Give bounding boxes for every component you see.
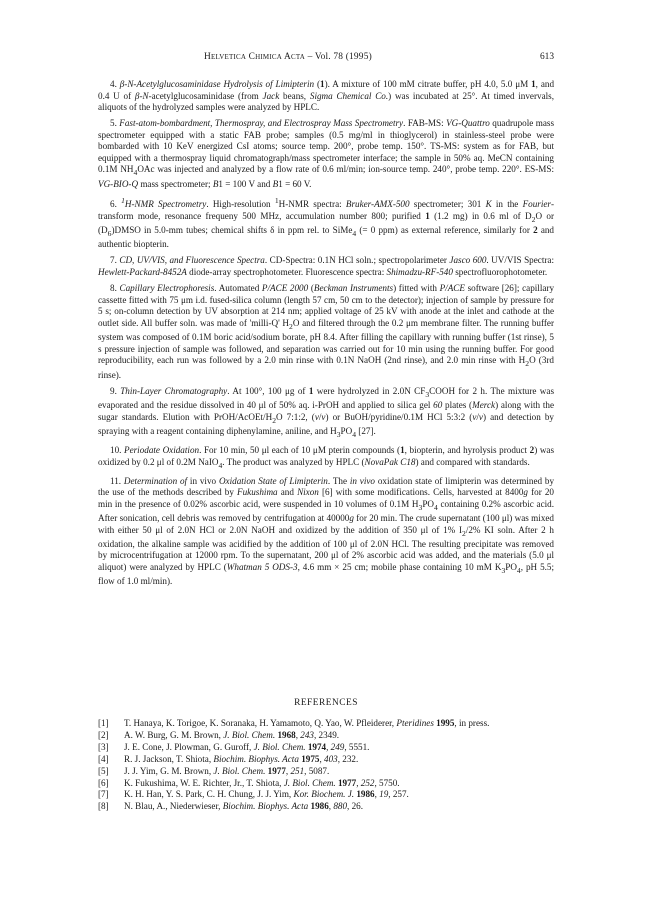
reference-text: R. J. Jackson, T. Shiota, Biochim. Biophys. Acta 1975, 403, 232. xyxy=(124,753,359,764)
references-title: REFERENCES xyxy=(294,698,358,708)
reference-text: N. Blau, A., Niederwieser, Biochim. Biophys. Acta 1986, 880, 26. xyxy=(124,801,363,812)
page-number: 613 xyxy=(539,52,554,62)
reference-number: [2] xyxy=(98,729,109,740)
reference-number: [1] xyxy=(98,718,109,728)
paragraph-p6: 6. $^1$H-NMR Spectrometry. High-resolution $^1$H-NMR spectra: Bruker-AMX-500 spectrometer; 301 K in the Fourier-transform mode, resonance frequeny 500 MHz, accumulation number 800; purified 1 (1.2 mg) in 0.6 ml of $D_2O$ or $(D_6)DMSO$ in 5.0-mm tubes; chemical shifts δ in ppm rel. to SiMe$_4$ (= 0 ppm) as external reference, similarly for 2 and authentic biopterin. xyxy=(98,195,555,250)
paragraph-p9: 9. Thin-Layer Chromatography. At 100°, 100 μg of 1 were hydrolyzed in 2.0N $CF_3COOH$ for 2 h. The mixture was evaporated and the residue dissolved in 40 μl of 50% aq. i-PrOH and applied to silica gel 60 plates (Merck) along with the sugar standards. Elution with PrOH/$AcOEt/H_2O$ 7:1:2, (v/v) or BuOH/pyridine/0.1M HCl 5:3:2 (v/v) and detection by spraying with a reagent containing diphenylamine, aniline, and $H_3PO_4$ [27]. xyxy=(98,385,555,439)
reference-item xyxy=(98,742,554,754)
reference-item xyxy=(98,754,554,766)
journal-name: Helvetica Chimica Acta xyxy=(204,52,306,62)
reference-item xyxy=(98,718,554,730)
references-list xyxy=(98,718,554,813)
reference-number: [5] xyxy=(98,765,109,776)
reference-text: A. W. Burg, G. M. Brown, J. Biol. Chem. 1968, 243, 2349. xyxy=(124,729,340,740)
paragraph-p11: 11. Determination of in vivo Oxidation State of Limipterin. The in vivo oxidation state of limipterin was determined by the use of the methods described by Fukushima and Nixon [6] with some modifications. Cells, harvested at 8400g for 20 min in the presence of 0.02% ascorbic acid, were suspended in 10 volumes of 0.1M $H_3PO_4$ containing 0.2% ascorbic acid. After sonication, cell debris was removed by centrifugation at 40000g for 20 min. The crude supernatant (100 μl) was mixed with either 50 μl of 2.0N HCl or 2.0N NaOH and oxidized by the addition of 350 μl of 1% $I_2/2\%$ KI soln. After 2 h oxidation, the alkaline sample was acidified by the addition of 100 μl of 2.0N HCl. The resulting precipitate was removed by microcentrifugation at 12000 rpm. To the supernatant, 200 μl of 2% ascorbic acid was added, and the materials (5.0 μl aliquot) were analyzed by HPLC (Whatman 5 ODS-3, 4.6 mm × 25 cm; mobile phase containing 10 mM $K_3PO_4$, pH 5.5; flow of 1.0 ml/min). xyxy=(98,475,555,587)
reference-text: K. H. Han, Y. S. Park, C. H. Chung, J. J. Yim, Kor. Biochem. J. 1986, 19, 257. xyxy=(124,789,409,800)
reference-number: [4] xyxy=(98,753,109,764)
reference-item xyxy=(98,789,554,801)
experimental-section xyxy=(98,79,554,593)
reference-number: [7] xyxy=(98,789,109,800)
paragraph-p7: 7. CD, UV/VIS, and Fluorescence Spectra. CD-Spectra: 0.1N HCl soln.; spectropolarimeter Jasco 600. UV/VIS Spectra: Hewlett-Packard-8452A diode-array spectrophotometer. Fluorescence spectra: Shimadzu-RF-540 spectrofluorophotometer. xyxy=(98,255,554,277)
reference-text: T. Hanaya, K. Torigoe, K. Soranaka, H. Yamamoto, Q. Yao, W. Pfleiderer, Pteridines 1995, in press. xyxy=(124,718,490,728)
journal-volume: – Vol. 78 (1995) xyxy=(305,52,372,62)
paragraph-p8: 8. Capillary Electrophoresis. Automated P/ACE 2000 (Beckman Instruments) fitted with P/ACE software [26]; capillary cassette fitted with 75 μm i.d. fused-silica column (length 57 cm, 50 cm to the detector); injection of sample by pressure for 5 s; on-column detection by UV absorption at 214 nm; applied voltage of 25 kV with anode at the inlet and cathode at the outlet side. All buffer soln. was made of 'milli-Q' $H_2O$ and filtered through the 0.2 μm membrane filter. The running buffer system was composed of 0.1M boric acid/sodium borate, pH 8.4. After filling the capillary with running buffer (1st rinse), 5 s pressure injection of sample was followed, and separation was carried out for 10 min using the running buffer. For good reproducibility, each run was followed by a 2.0 min rinse with 0.1N NaOH (2nd rinse), and 2.0 min rinse with $H_2O$ (3rd rinse). xyxy=(98,283,555,380)
reference-number: [6] xyxy=(98,777,109,788)
paragraph-p5: 5. Fast-atom-bombardment, Thermospray, and Electrospray Mass Spectrometry. FAB-MS: VG-Quattro quadrupole mass spectrometer equipped with a static FAB probe; samples (0.5 mg/ml in thioglycerol) in stainless-steel probe were bombarded with 10 KeV energized CsI atoms; source temp. 200°, probe temp. 150°. TS-MS: system as for FAB, but equipped with a thermospray liquid chromatograph/mass spectrometer interface; the sample in 50% aq. MeCN containing 0.1M $NH_4OAc$ was injected and analyzed by a flow rate of 0.6 ml/min; ion-source temp. 240°, probe temp. 220°. ES-MS: VG-BIO-Q mass spectrometer; B1 = 100 V and B1 = 60 V. xyxy=(98,118,554,189)
reference-text: K. Fukushima, W. E. Richter, Jr., T. Shiota, J. Biol. Chem. 1977, 252, 5750. xyxy=(124,777,400,788)
paragraph-p4: 4. β-N-Acetylglucosaminidase Hydrolysis of Limipterin (1). A mixture of 100 mM citrate buffer, pH 4.0, 5.0 μM 1, and 0.4 U of β-N-acetylglucosaminidase (from Jack beans, Sigma Chemical Co.) was incubated at 25°. At timed invervals, aliquots of the hydrolyzed samples were analyzed by HPLC. xyxy=(98,79,555,113)
paragraph-p10: 10. Periodate Oxidation. For 10 min, 50 μl each of 10 μM pterin compounds (1, biopterin, and hyrolysis product 2) was oxidized by 0.2 μl of 0.2M NaIO$_4$. The product was analyzed by HPLC (NovaPak C18) and compared with standards. xyxy=(98,445,555,470)
reference-item xyxy=(98,801,554,813)
reference-item xyxy=(98,778,554,790)
reference-text: J. E. Cone, J. Plowman, G. Guroff, J. Biol. Chem. 1974, 249, 5551. xyxy=(124,741,370,752)
journal-title xyxy=(204,52,372,62)
reference-number: [3] xyxy=(98,741,109,752)
reference-item xyxy=(98,730,554,742)
reference-number: [8] xyxy=(98,801,109,812)
reference-text: J. J. Yim, G. M. Brown, J. Biol. Chem. 1977, 251, 5087. xyxy=(124,765,330,776)
reference-item xyxy=(98,766,554,778)
running-header xyxy=(98,52,554,66)
